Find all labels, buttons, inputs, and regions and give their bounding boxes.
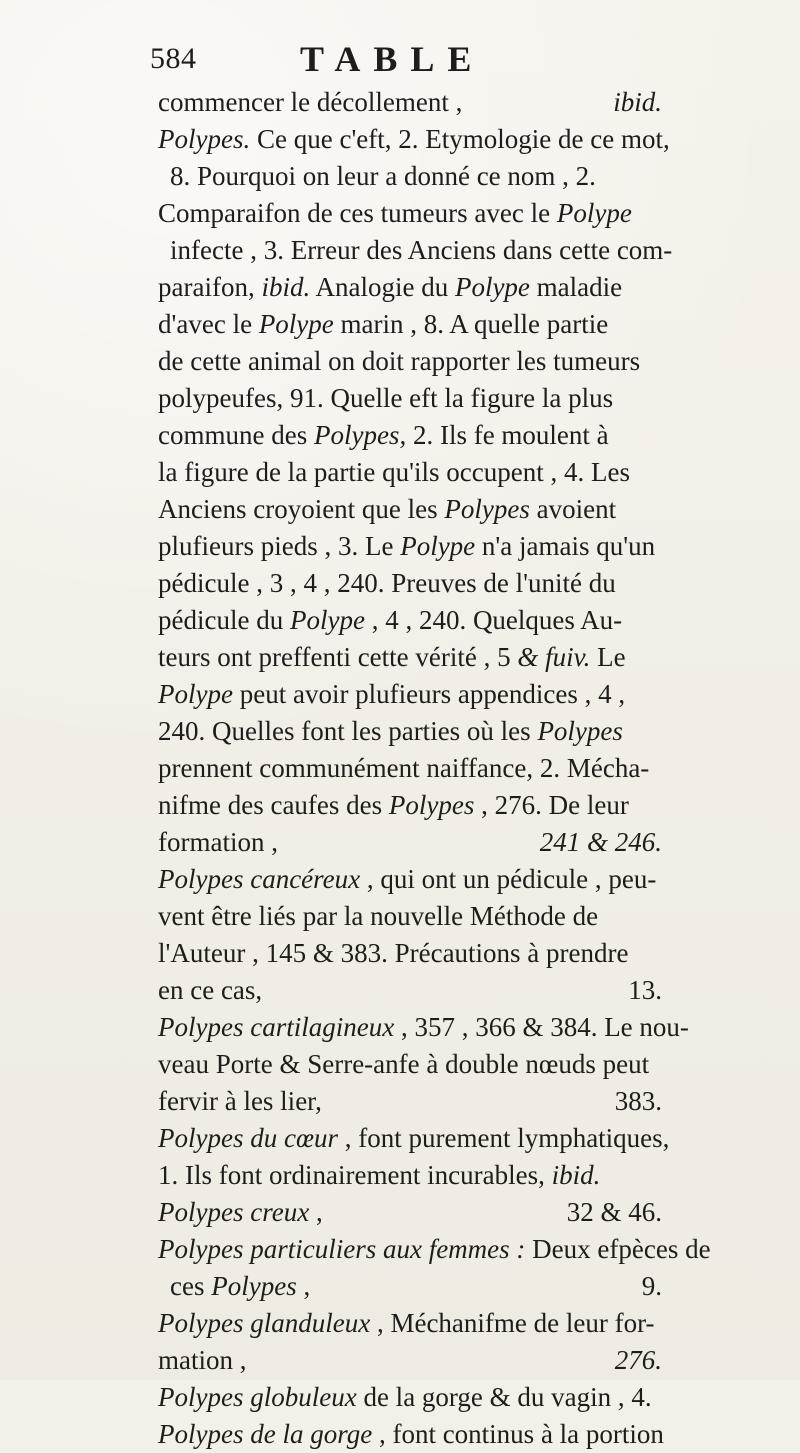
page-title: TABLE xyxy=(300,39,485,79)
text-line-34: Polypes glanduleux , Méchanifme de leur for- xyxy=(158,1308,655,1338)
text-line-29: Polypes du cœur , font purement lymphatiques, xyxy=(158,1123,670,1153)
text-line-23: vent être liés par la nouvelle Méthode de xyxy=(158,901,599,931)
page-reference: 9. xyxy=(641,1271,662,1301)
text-line-9: polypeufes, 91. Quelle eft la figure la plus xyxy=(158,383,614,413)
text-line-1: commencer le décollement , ibid. xyxy=(158,84,662,121)
text-line-21: formation , 241 & 246. xyxy=(158,824,662,861)
text-line-15: pédicule du Polype , 4 , 240. Quelques Au- xyxy=(158,605,623,635)
text-line-12: Anciens croyoient que les Polypes avoient xyxy=(158,494,617,524)
text-line-16: teurs ont preffenti cette vérité , 5 & fuiv. Le xyxy=(158,642,626,672)
text-line-10: commune des Polypes, 2. Ils fe moulent à xyxy=(158,420,609,450)
index-content xyxy=(158,84,711,1449)
text-line-30: 1. Ils font ordinairement incurables, ibid. xyxy=(158,1160,601,1190)
page-reference: 13. xyxy=(628,975,662,1005)
page-reference: ibid. xyxy=(613,87,662,117)
text-line-17: Polype peut avoir plufieurs appendices , 4 , xyxy=(158,679,626,709)
text-line-33: ces Polypes , 9. xyxy=(158,1268,662,1305)
text-line-19: prennent communément naiffance, 2. Mécha- xyxy=(158,753,650,783)
text-line-2: Polypes. Ce que c'eft, 2. Etymologie de ce mot, xyxy=(158,124,670,154)
text-line-36: Polypes globuleux de la gorge & du vagin , 4. xyxy=(158,1382,652,1412)
page-reference: 241 & 246. xyxy=(539,827,662,857)
text-line-35: mation , 276. xyxy=(158,1342,662,1379)
text-line-22: Polypes cancéreux , qui ont un pédicule , peu- xyxy=(158,864,657,894)
page-number: 584 xyxy=(150,42,197,75)
page-header xyxy=(150,38,670,83)
text-line-25: en ce cas, 13. xyxy=(158,972,662,1009)
text-line-14: pédicule , 3 , 4 , 240. Preuves de l'unité du xyxy=(158,568,616,598)
text-line-7: d'avec le Polype marin , 8. A quelle partie xyxy=(158,309,609,339)
page-reference: 32 & 46. xyxy=(566,1197,662,1227)
text-line-27: veau Porte & Serre-anfe à double nœuds peut xyxy=(158,1049,650,1079)
text-line-6: paraifon, ibid. Analogie du Polype maladie xyxy=(158,272,623,302)
text-line-8: de cette animal on doit rapporter les tumeurs xyxy=(158,346,641,376)
text-line-24: l'Auteur , 145 & 383. Précautions à prendre xyxy=(158,938,629,968)
page-reference: 383. xyxy=(614,1086,662,1116)
text-line-11: la figure de la partie qu'ils occupent , 4. Les xyxy=(158,457,630,487)
text-line-31: Polypes creux , 32 & 46. xyxy=(158,1194,662,1231)
text-line-26: Polypes cartilagineux , 357 , 366 & 384. Le nou- xyxy=(158,1012,689,1042)
text-line-5: infecte , 3. Erreur des Anciens dans cette com- xyxy=(170,235,673,265)
page-reference: 276. xyxy=(614,1345,662,1375)
text-line-37: Polypes de la gorge , font continus à la portion xyxy=(158,1419,664,1449)
text-line-4: Comparaifon de ces tumeurs avec le Polype xyxy=(158,198,632,228)
text-line-3: 8. Pourquoi on leur a donné ce nom , 2. xyxy=(170,161,596,191)
text-line-28: fervir à les lier, 383. xyxy=(158,1083,662,1120)
text-line-13: plufieurs pieds , 3. Le Polype n'a jamais qu'un xyxy=(158,531,656,561)
text-line-18: 240. Quelles font les parties où les Polypes xyxy=(158,716,623,746)
text-line-32: Polypes particuliers aux femmes : Deux efpèces de xyxy=(158,1234,711,1264)
text-line-20: nifme des caufes des Polypes , 276. De leur xyxy=(158,790,629,820)
